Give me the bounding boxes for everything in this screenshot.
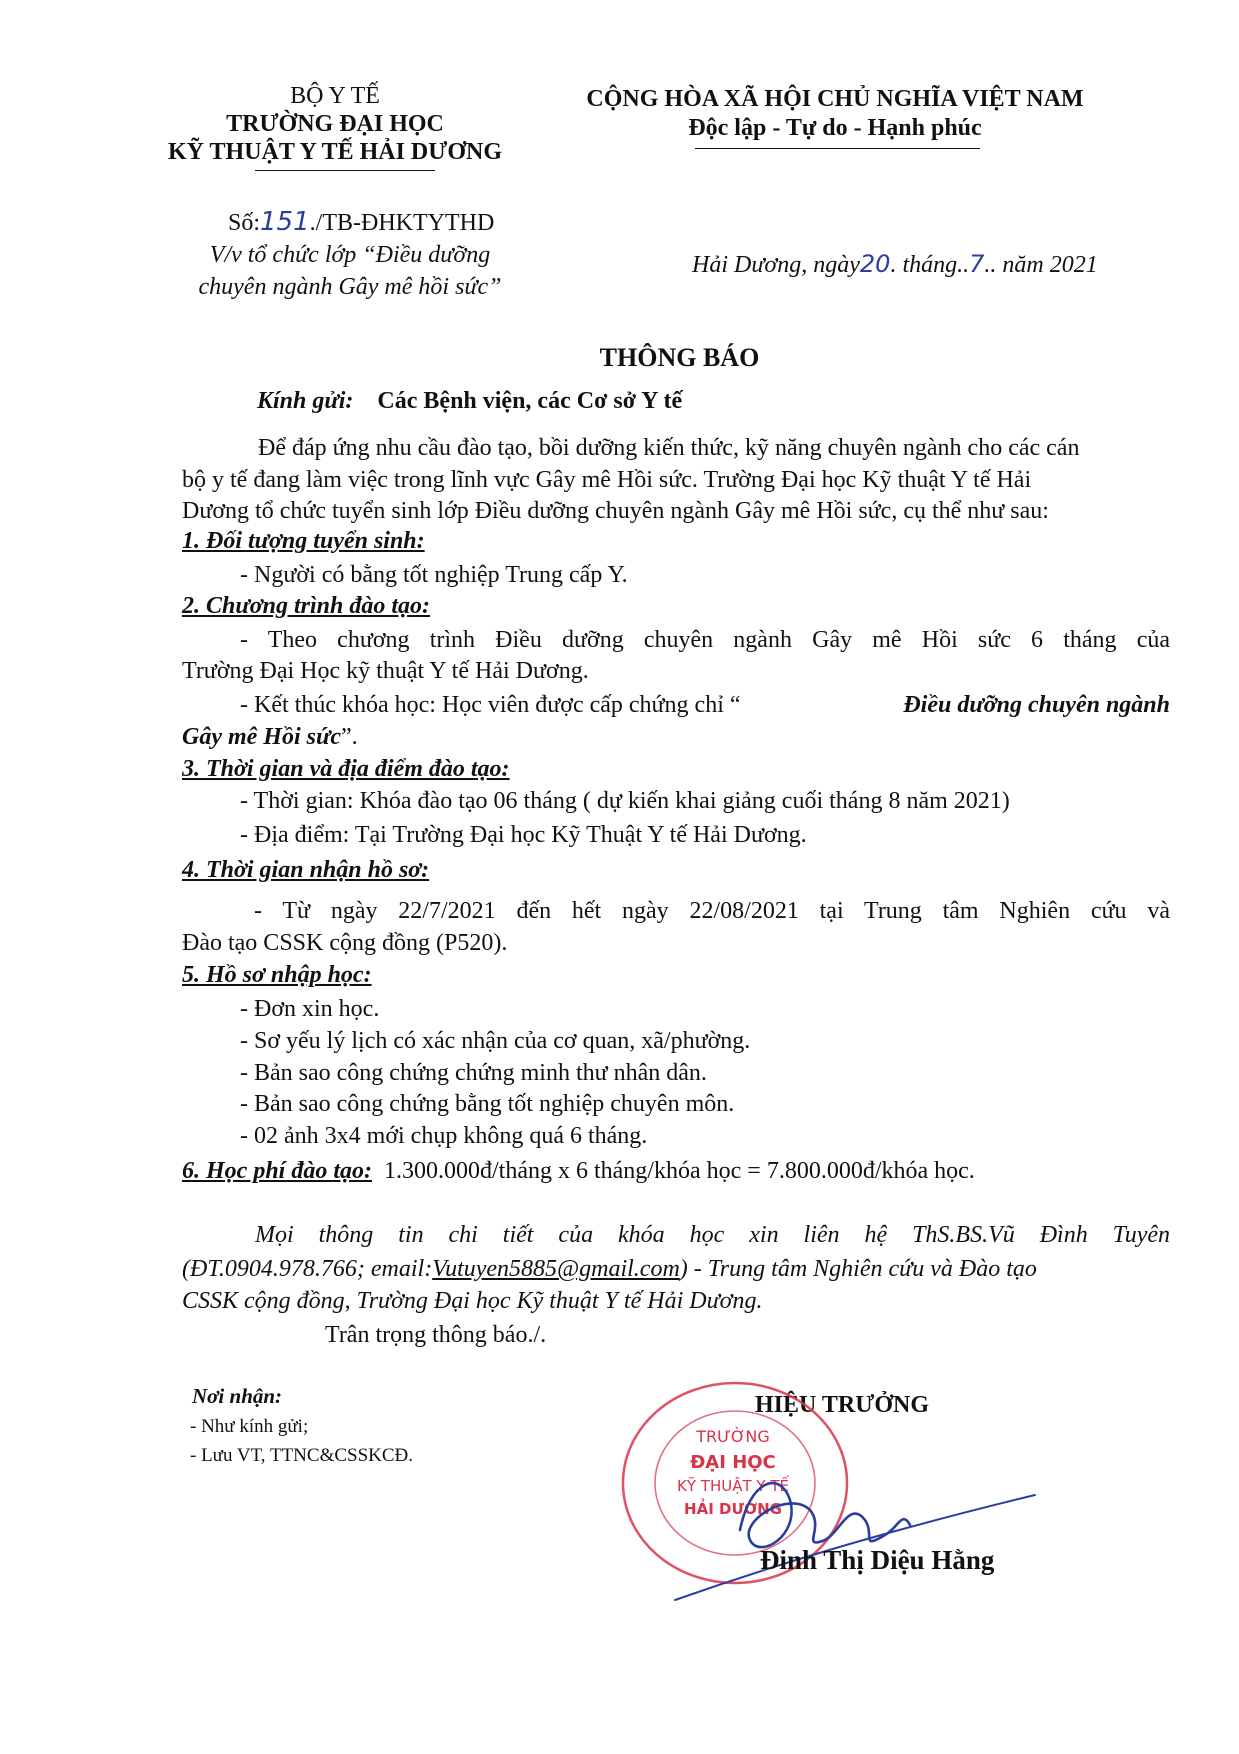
header-left-rule (255, 170, 435, 171)
intro-line2: bộ y tế đang làm việc trong lĩnh vực Gây mê Hồi sức. Trường Đại học Kỹ thuật Y tế Hải (182, 467, 1032, 493)
contact-line3: CSSK cộng đồng, Trường Đại học Kỹ thuật Y tế Hải Dương. (182, 1288, 763, 1314)
subject-line2: chuyên ngành Gây mê hồi sức” (198, 274, 502, 300)
section2-item2-emphasis: Điều dưỡng chuyên ngành (903, 692, 1170, 718)
section1-item: - Người có bằng tốt nghiệp Trung cấp Y. (240, 562, 628, 588)
signer-name: Đinh Thị Diệu Hằng (760, 1545, 995, 1575)
date-month: 7 (969, 250, 985, 278)
section2-item2-emphasis-2: Gây mê Hồi sức (182, 724, 342, 750)
section6-heading: 6. Học phí đào tạo: (182, 1158, 372, 1184)
stamp-line3: KỸ THUẬT Y TẾ (677, 1477, 789, 1495)
section5-item: - Bản sao công chứng bằng tốt nghiệp chuyên môn. (240, 1091, 735, 1117)
contact-line2-suffix: ) - Trung tâm Nghiên cứu và Đào tạo (679, 1256, 1037, 1282)
handwritten-signature (640, 1440, 1060, 1620)
doc-number (228, 207, 494, 237)
stamp-line4: HẢI DƯƠNG (684, 1500, 782, 1518)
national-motto: Độc lập - Tự do - Hạnh phúc (688, 115, 982, 141)
section4-item1-line1: - Từ ngày 22/7/2021 đến hết ngày 22/08/2021 tại Trung tâm Nghiên cứu và (254, 898, 1170, 924)
intro-line1: Để đáp ứng nhu cầu đào tạo, bồi dưỡng kiến thức, kỹ năng chuyên ngành cho các cán (258, 435, 1080, 461)
section3-heading: 3. Thời gian và địa điểm đào tạo: (182, 756, 510, 782)
ministry-name: BỘ Y TẾ (290, 83, 380, 109)
date-year-label: .. năm 2021 (984, 252, 1098, 278)
section2-heading: 2. Chương trình đào tạo: (182, 593, 430, 619)
recipient-label: Kính gửi: (257, 388, 354, 414)
section2-item2-line1 (240, 692, 1170, 719)
issue-date (692, 250, 1098, 279)
section4-heading: 4. Thời gian nhận hồ sơ: (182, 857, 430, 883)
recipients-label: Nơi nhận: (192, 1384, 283, 1408)
country-name: CỘNG HÒA XÃ HỘI CHỦ NGHĨA VIỆT NAM (586, 86, 1084, 112)
doc-number-handwritten: 151 (260, 207, 310, 237)
intro-line3: Dương tổ chức tuyển sinh lớp Điều dưỡng chuyên ngành Gây mê Hồi sức, cụ thể như sau: (182, 498, 1049, 524)
stamp-line1: TRƯỜNG (696, 1427, 770, 1446)
section2-item1-line1: - Theo chương trình Điều dưỡng chuyên ngành Gây mê Hồi sức 6 tháng của (240, 627, 1170, 653)
header-right-rule (695, 148, 980, 149)
section6-value: 1.300.000đ/tháng x 6 tháng/khóa học = 7.800.000đ/khóa học. (384, 1158, 975, 1184)
recipient-value: Các Bệnh viện, các Cơ sở Y tế (377, 388, 683, 414)
section4-item1-line2: Đào tạo CSSK cộng đồng (P520). (182, 930, 508, 956)
section2-item1-line2: Trường Đại Học kỹ thuật Y tế Hải Dương. (182, 658, 589, 684)
section3-item2: - Địa điểm: Tại Trường Đại học Kỹ Thuật Y tế Hải Dương. (240, 822, 807, 848)
date-month-label: . tháng.. (890, 252, 970, 278)
section5-item: - 02 ảnh 3x4 mới chụp không quá 6 tháng. (240, 1123, 648, 1149)
section1-heading: 1. Đối tượng tuyển sinh: (182, 528, 425, 554)
section3-item1: - Thời gian: Khóa đào tạo 06 tháng ( dự kiến khai giảng cuối tháng 8 năm 2021) (240, 788, 1010, 814)
section6-line (182, 1158, 975, 1185)
section5-heading: 5. Hồ sơ nhập học: (182, 962, 372, 988)
doc-number-label: Số: (228, 210, 261, 236)
section2-item2-suffix: ”. (341, 724, 358, 750)
stamp-line2: ĐẠI HỌC (690, 1452, 776, 1473)
section2-item2-line2 (182, 724, 358, 751)
contact-phone: (ĐT.0904.978.766; email: (182, 1256, 433, 1282)
recipient-line (257, 388, 682, 415)
subject-line1: V/v tổ chức lớp “Điều dưỡng (209, 242, 491, 268)
doc-number-suffix: ./TB-ĐHKTYTHD (309, 210, 495, 236)
signer-title: HIỆU TRƯỞNG (755, 1392, 930, 1418)
contact-line2 (182, 1256, 1170, 1283)
section5-item: - Đơn xin học. (240, 996, 380, 1022)
school-name-line2: KỸ THUẬT Y TẾ HẢI DƯƠNG (167, 139, 503, 165)
closing-line: Trân trọng thông báo./. (325, 1322, 547, 1348)
section2-item2-prefix: - Kết thúc khóa học: Học viên được cấp chứng chỉ “ (240, 692, 741, 718)
recipients-item: - Lưu VT, TTNC&CSSKCĐ. (190, 1445, 414, 1466)
date-prefix: Hải Dương, ngày (692, 252, 860, 278)
section5-item: - Bản sao công chứng chứng minh thư nhân dân. (240, 1060, 707, 1086)
section5-item: - Sơ yếu lý lịch có xác nhận của cơ quan, xã/phường. (240, 1028, 751, 1054)
school-name-line1: TRƯỜNG ĐẠI HỌC (226, 111, 444, 137)
recipients-item: - Như kính gửi; (190, 1416, 309, 1437)
contact-line1: Mọi thông tin chi tiết của khóa học xin liên hệ ThS.BS.Vũ Đình Tuyên (255, 1222, 1170, 1248)
date-day: 20 (859, 250, 891, 278)
document-title: THÔNG BÁO (599, 343, 760, 372)
contact-email-link[interactable]: Vutuyen5885@gmail.com (432, 1256, 680, 1282)
